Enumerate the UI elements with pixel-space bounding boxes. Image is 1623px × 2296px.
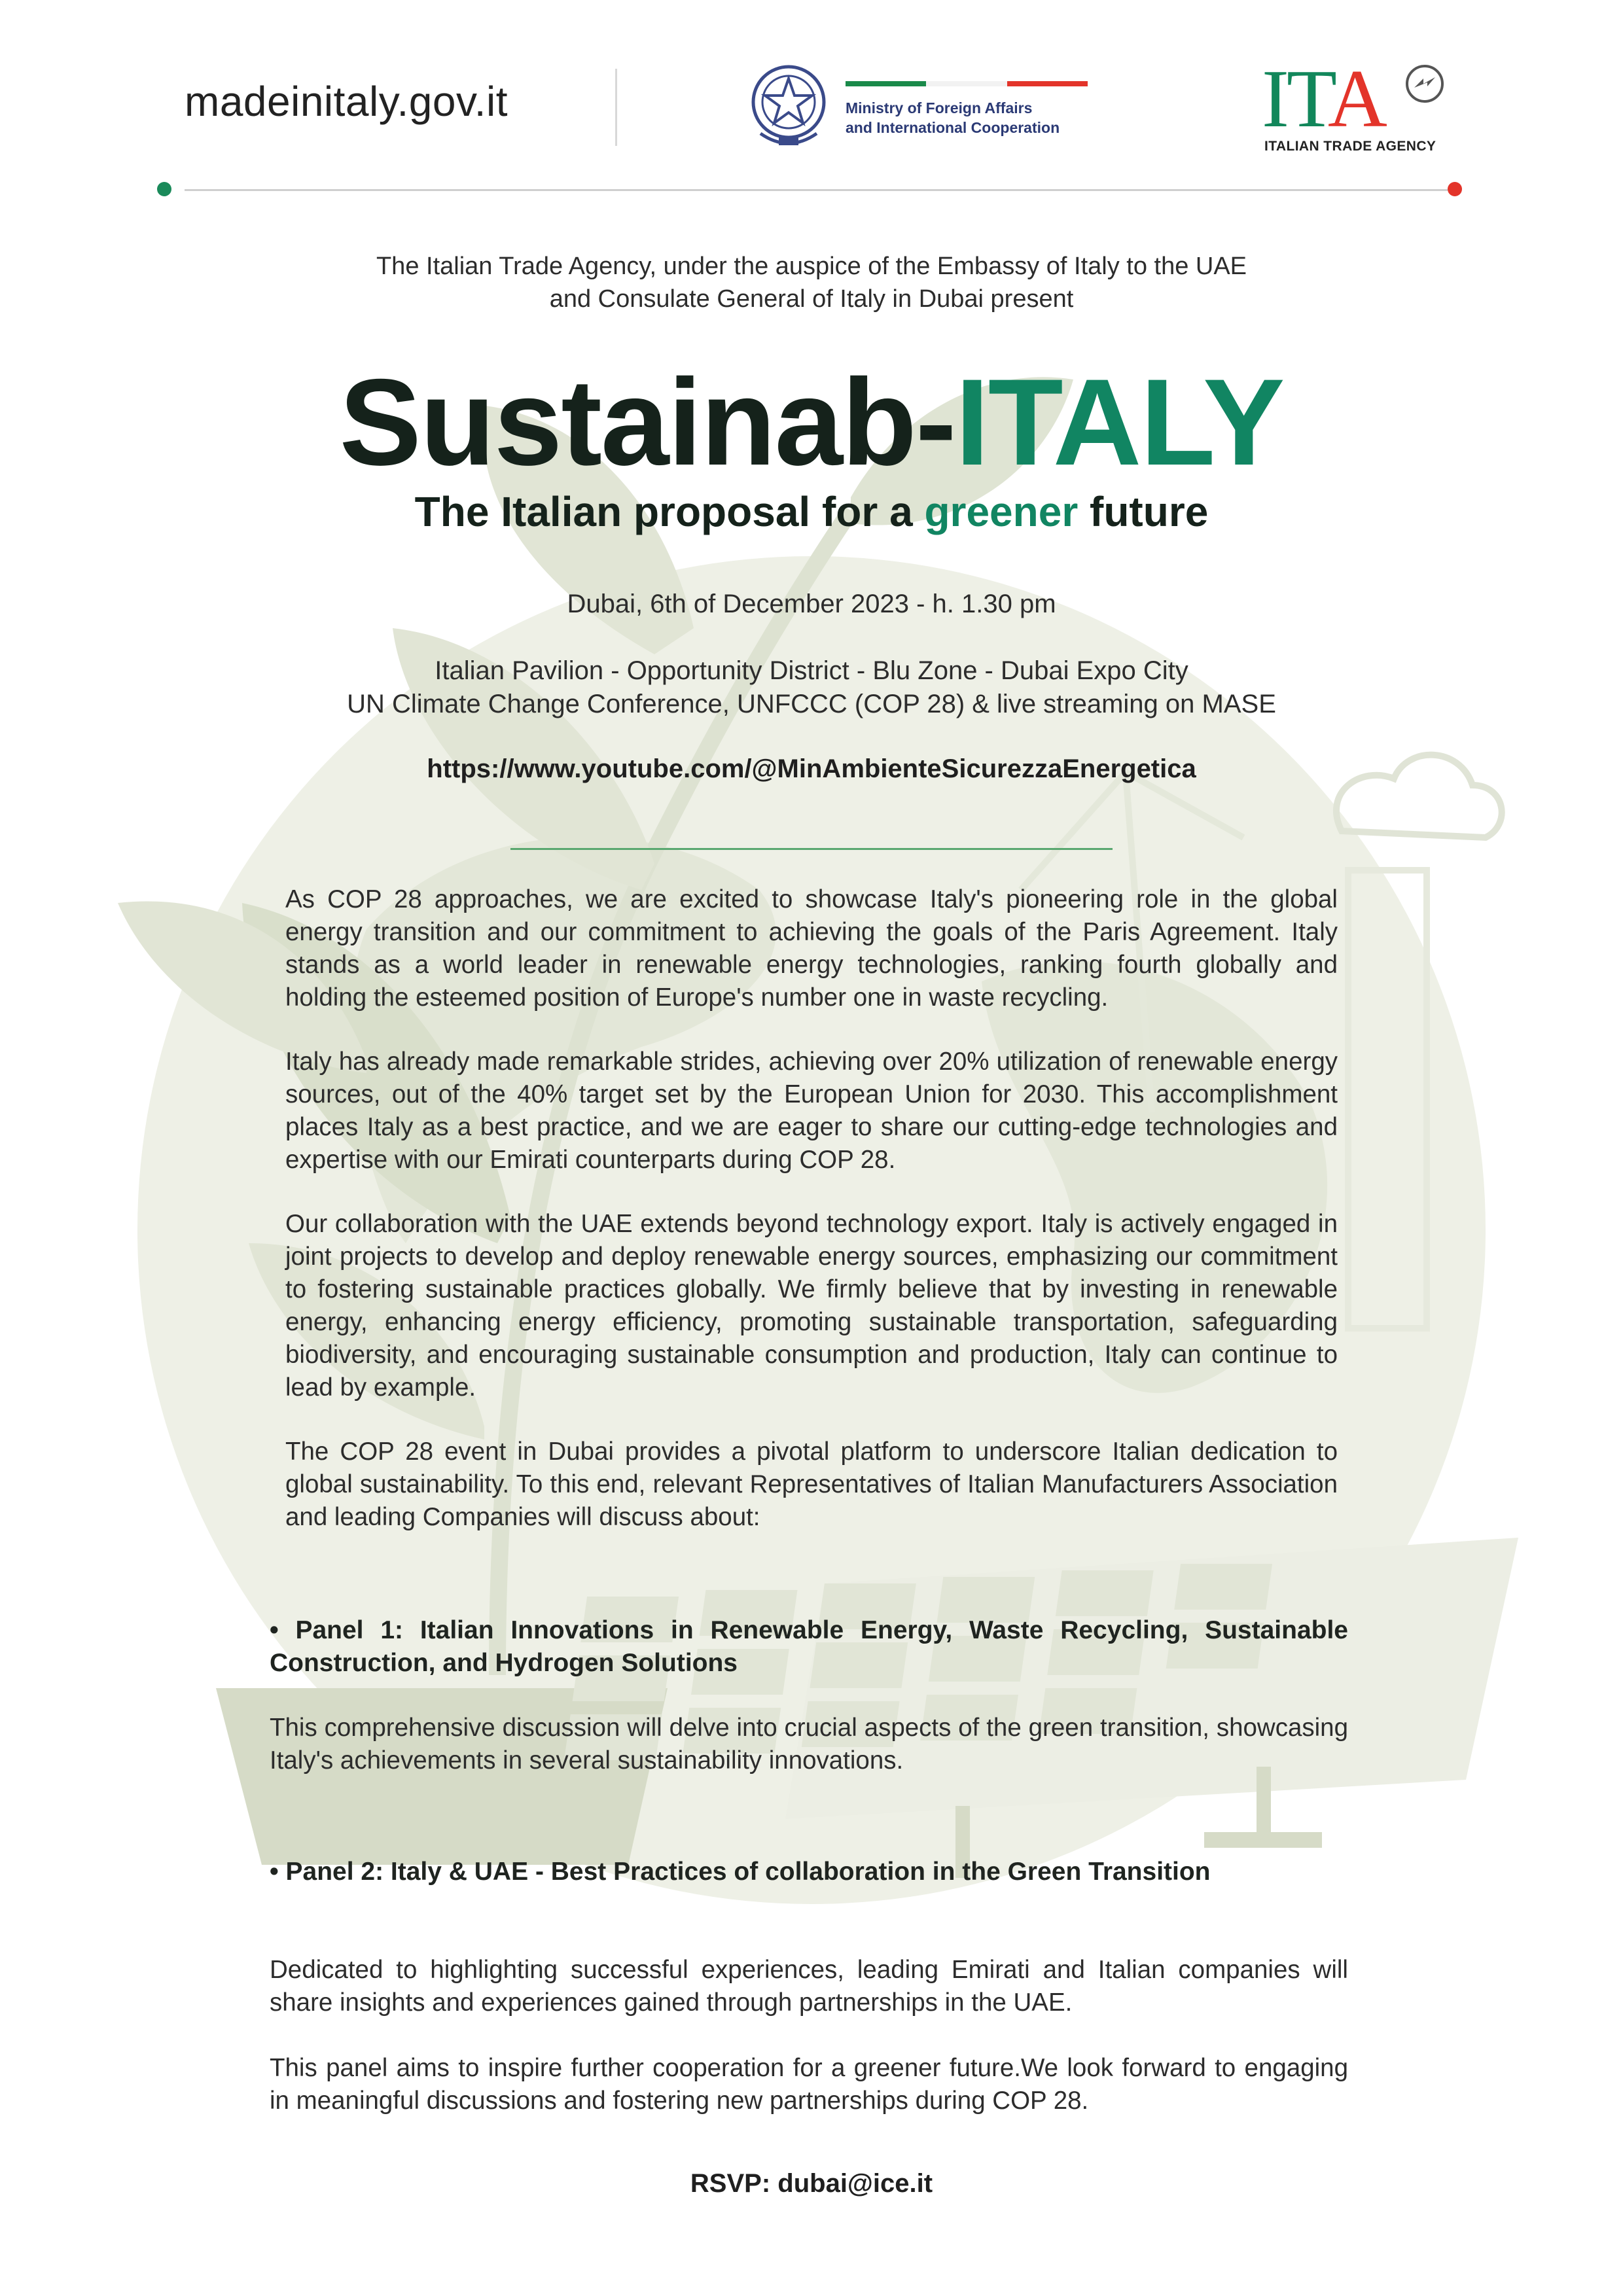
italian-flag-stripe: [846, 81, 1088, 86]
ita-arrow-mark-icon: [1404, 63, 1446, 105]
event-title-part2: ITALY: [955, 353, 1284, 491]
event-subtitle-accent: greener: [924, 488, 1079, 535]
body-paragraph-3: Our collaboration with the UAE extends beyond technology export. Italy is actively engaged in joint projects to develop and deploy renewable energy sources, emphasizing our commitment to fostering sustainable practices globally. We firmly believe that by investing in renewable energy, enhancing energy efficiency, promoting sustainable transportation, safeguarding biodiversity, and encouraging sustainable consumption and production, Italy can continue to lead by example.: [285, 1210, 1338, 1402]
ministry-name-line1: Ministry of Foreign Affairs: [846, 99, 1033, 116]
header-rule: [185, 189, 1448, 191]
body-paragraph-4: The COP 28 event in Dubai provides a pivotal platform to underscore Italian dedication to global sustainability. To this end, relevant Representatives of Italian Manufacturers Association and leading Companies will discuss about:: [285, 1438, 1338, 1531]
event-title-part1: Sustainab-: [339, 353, 955, 491]
italian-republic-emblem-icon: [747, 62, 830, 153]
header-divider: [615, 69, 617, 146]
site-url[interactable]: madeinitaly.gov.it: [185, 78, 508, 125]
ministry-name-line2: and International Cooperation: [846, 119, 1060, 136]
event-title: [0, 353, 1623, 491]
body-paragraph-6: This panel aims to inspire further cooperation for a greener future.We look forward to engaging in meaningful discussions and fostering new partnerships during COP 28.: [270, 2054, 1348, 2115]
rsvp-contact[interactable]: RSVP: dubai@ice.it: [690, 2169, 933, 2198]
panel-1-description: This comprehensive discussion will delve into crucial aspects of the green transition, showcasing Italy's achievements in several sustainability innovations.: [270, 1714, 1348, 1775]
intro-text: [0, 250, 1623, 315]
intro-line1: The Italian Trade Agency, under the auspice of the Embassy of Italy to the UAE: [376, 253, 1247, 280]
event-date: Dubai, 6th of December 2023 - h. 1.30 pm: [567, 590, 1056, 618]
red-dot: [1448, 182, 1462, 196]
event-place-line2: UN Climate Change Conference, UNFCCC (COP 28) & live streaming on MASE: [347, 690, 1276, 718]
event-subtitle-before: The Italian proposal for a: [414, 488, 925, 535]
ita-logo: ITA: [1262, 54, 1385, 145]
intro-line2: and Consulate General of Italy in Dubai present: [549, 285, 1074, 313]
body-paragraph-2: Italy has already made remarkable strides, achieving over 20% utilization of renewable energy sources, out of the 40% target set by the European Union for 2030. This accomplishment places Italy as a best practice, and we are eager to share our cutting-edge technologies and expertise with our Emirati counterparts during COP 28.: [285, 1048, 1338, 1174]
solar-panel-stand: [1204, 1832, 1322, 1848]
ita-subtitle: ITALIAN TRADE AGENCY: [1264, 139, 1436, 154]
body-paragraph-1: As COP 28 approaches, we are excited to showcase Italy's pioneering role in the global energy transition and our commitment to achieving the goals of the Paris Agreement. Italy stands as a world leader in renewable energy technologies, ranking fourth globally and holding the esteemed position of Europe's number one in waste recycling.: [285, 885, 1338, 1012]
panel-2-title: • Panel 2: Italy & UAE - Best Practices of collaboration in the Green Transition: [270, 1858, 1211, 1886]
event-subtitle-after: future: [1078, 488, 1209, 535]
green-dot: [157, 182, 171, 196]
ministry-name: [846, 98, 1060, 137]
body-paragraph-5: Dedicated to highlighting successful experiences, leading Emirati and Italian companies will share insights and experiences gained through partnerships in the UAE.: [270, 1956, 1348, 2017]
event-place-line1: Italian Pavilion - Opportunity District - Blu Zone - Dubai Expo City: [435, 656, 1188, 685]
stream-link[interactable]: https://www.youtube.com/@MinAmbienteSicurezzaEnergetica: [427, 754, 1196, 783]
event-subtitle: [0, 486, 1623, 538]
event-place: [0, 654, 1623, 721]
section-divider: [510, 848, 1113, 850]
panel-1-title: • Panel 1: Italian Innovations in Renewable Energy, Waste Recycling, Sustainable Construction, and Hydrogen Solutions: [270, 1616, 1348, 1677]
